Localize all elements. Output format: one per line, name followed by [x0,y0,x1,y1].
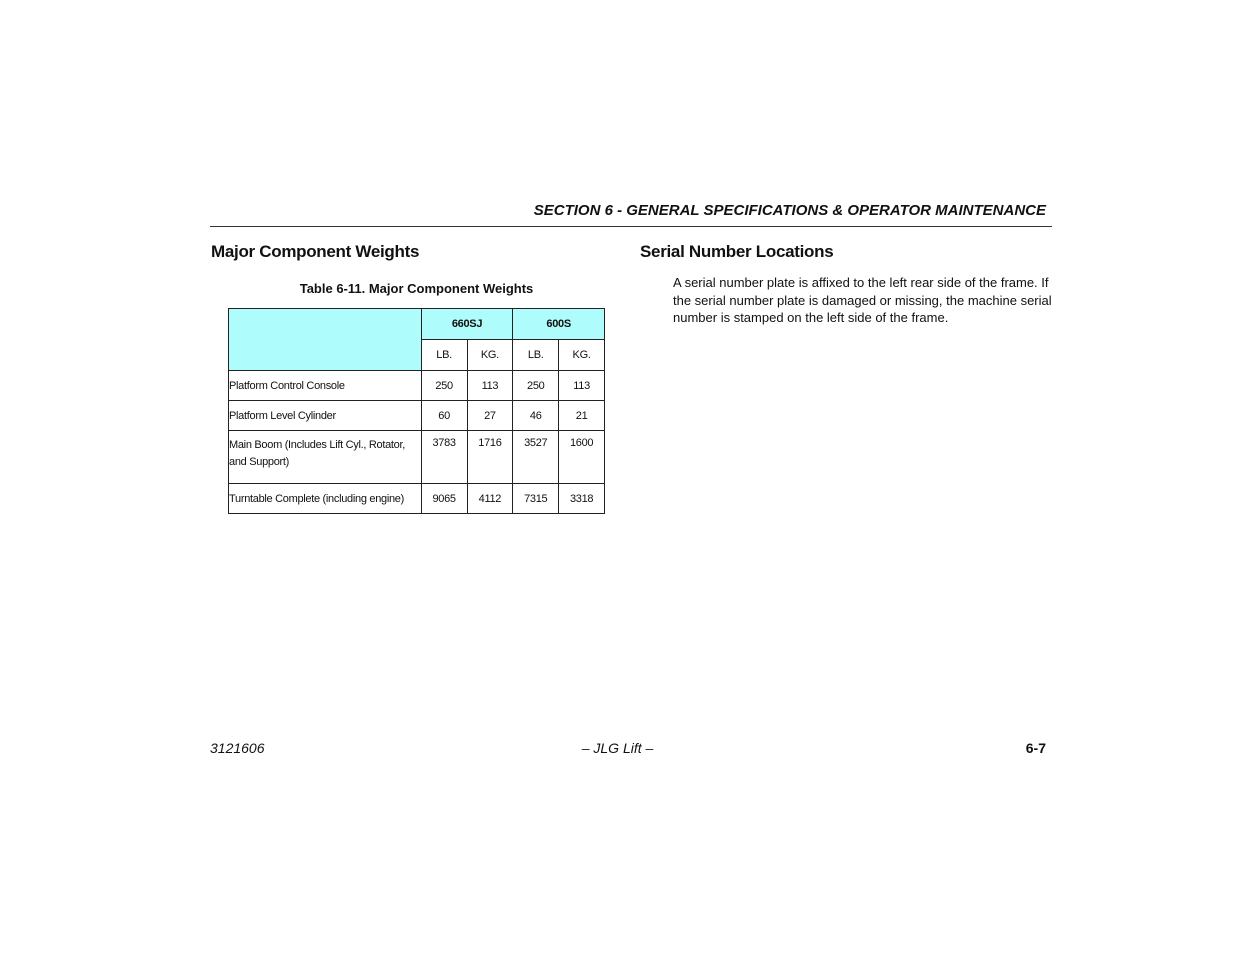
footer-brand: – JLG Lift – [581,740,654,756]
unit-header: KG. [559,340,605,371]
page-number: 6-7 [1025,740,1046,756]
component-label: Platform Control Console [229,371,422,401]
table-row [229,431,605,484]
model-header-660sj: 660SJ [421,309,513,340]
unit-header: LB. [421,340,467,371]
weight-cell: 1716 [467,431,513,484]
weight-cell: 21 [559,401,605,431]
weight-cell: 60 [421,401,467,431]
section-header: SECTION 6 - GENERAL SPECIFICATIONS & OPERATOR MAINTENANCE [533,202,1046,219]
component-label: Platform Level Cylinder [229,401,422,431]
serial-number-paragraph: A serial number plate is affixed to the left rear side of the frame. If the serial number plate is damaged or missing, the machine serial number is stamped on the left side of the frame. [673,275,1052,325]
document-number: 3121606 [210,740,265,756]
weight-cell: 27 [467,401,513,431]
weight-cell: 3783 [421,431,467,484]
weight-cell: 250 [513,371,559,401]
table-caption: Table 6-11. Major Component Weights [299,281,534,296]
weight-cell: 113 [467,371,513,401]
weight-cell: 3318 [559,484,605,514]
table-corner-cell [229,309,422,371]
weight-cell: 9065 [421,484,467,514]
component-weights-table [228,308,605,514]
weight-cell: 1600 [559,431,605,484]
header-divider [210,226,1052,227]
weight-cell: 4112 [467,484,513,514]
table-row [229,371,605,401]
component-label: Turntable Complete (including engine) [229,484,422,514]
major-component-weights-heading: Major Component Weights [211,242,420,261]
weight-cell: 250 [421,371,467,401]
component-label: Main Boom (Includes Lift Cyl., Rotator, and Support) [229,431,422,484]
weight-cell: 3527 [513,431,559,484]
unit-header: KG. [467,340,513,371]
model-header-600s: 600S [513,309,605,340]
table-row [229,484,605,514]
weight-cell: 46 [513,401,559,431]
table-row [229,401,605,431]
unit-header: LB. [513,340,559,371]
weight-cell: 113 [559,371,605,401]
weight-cell: 7315 [513,484,559,514]
serial-number-locations-heading: Serial Number Locations [640,242,834,261]
